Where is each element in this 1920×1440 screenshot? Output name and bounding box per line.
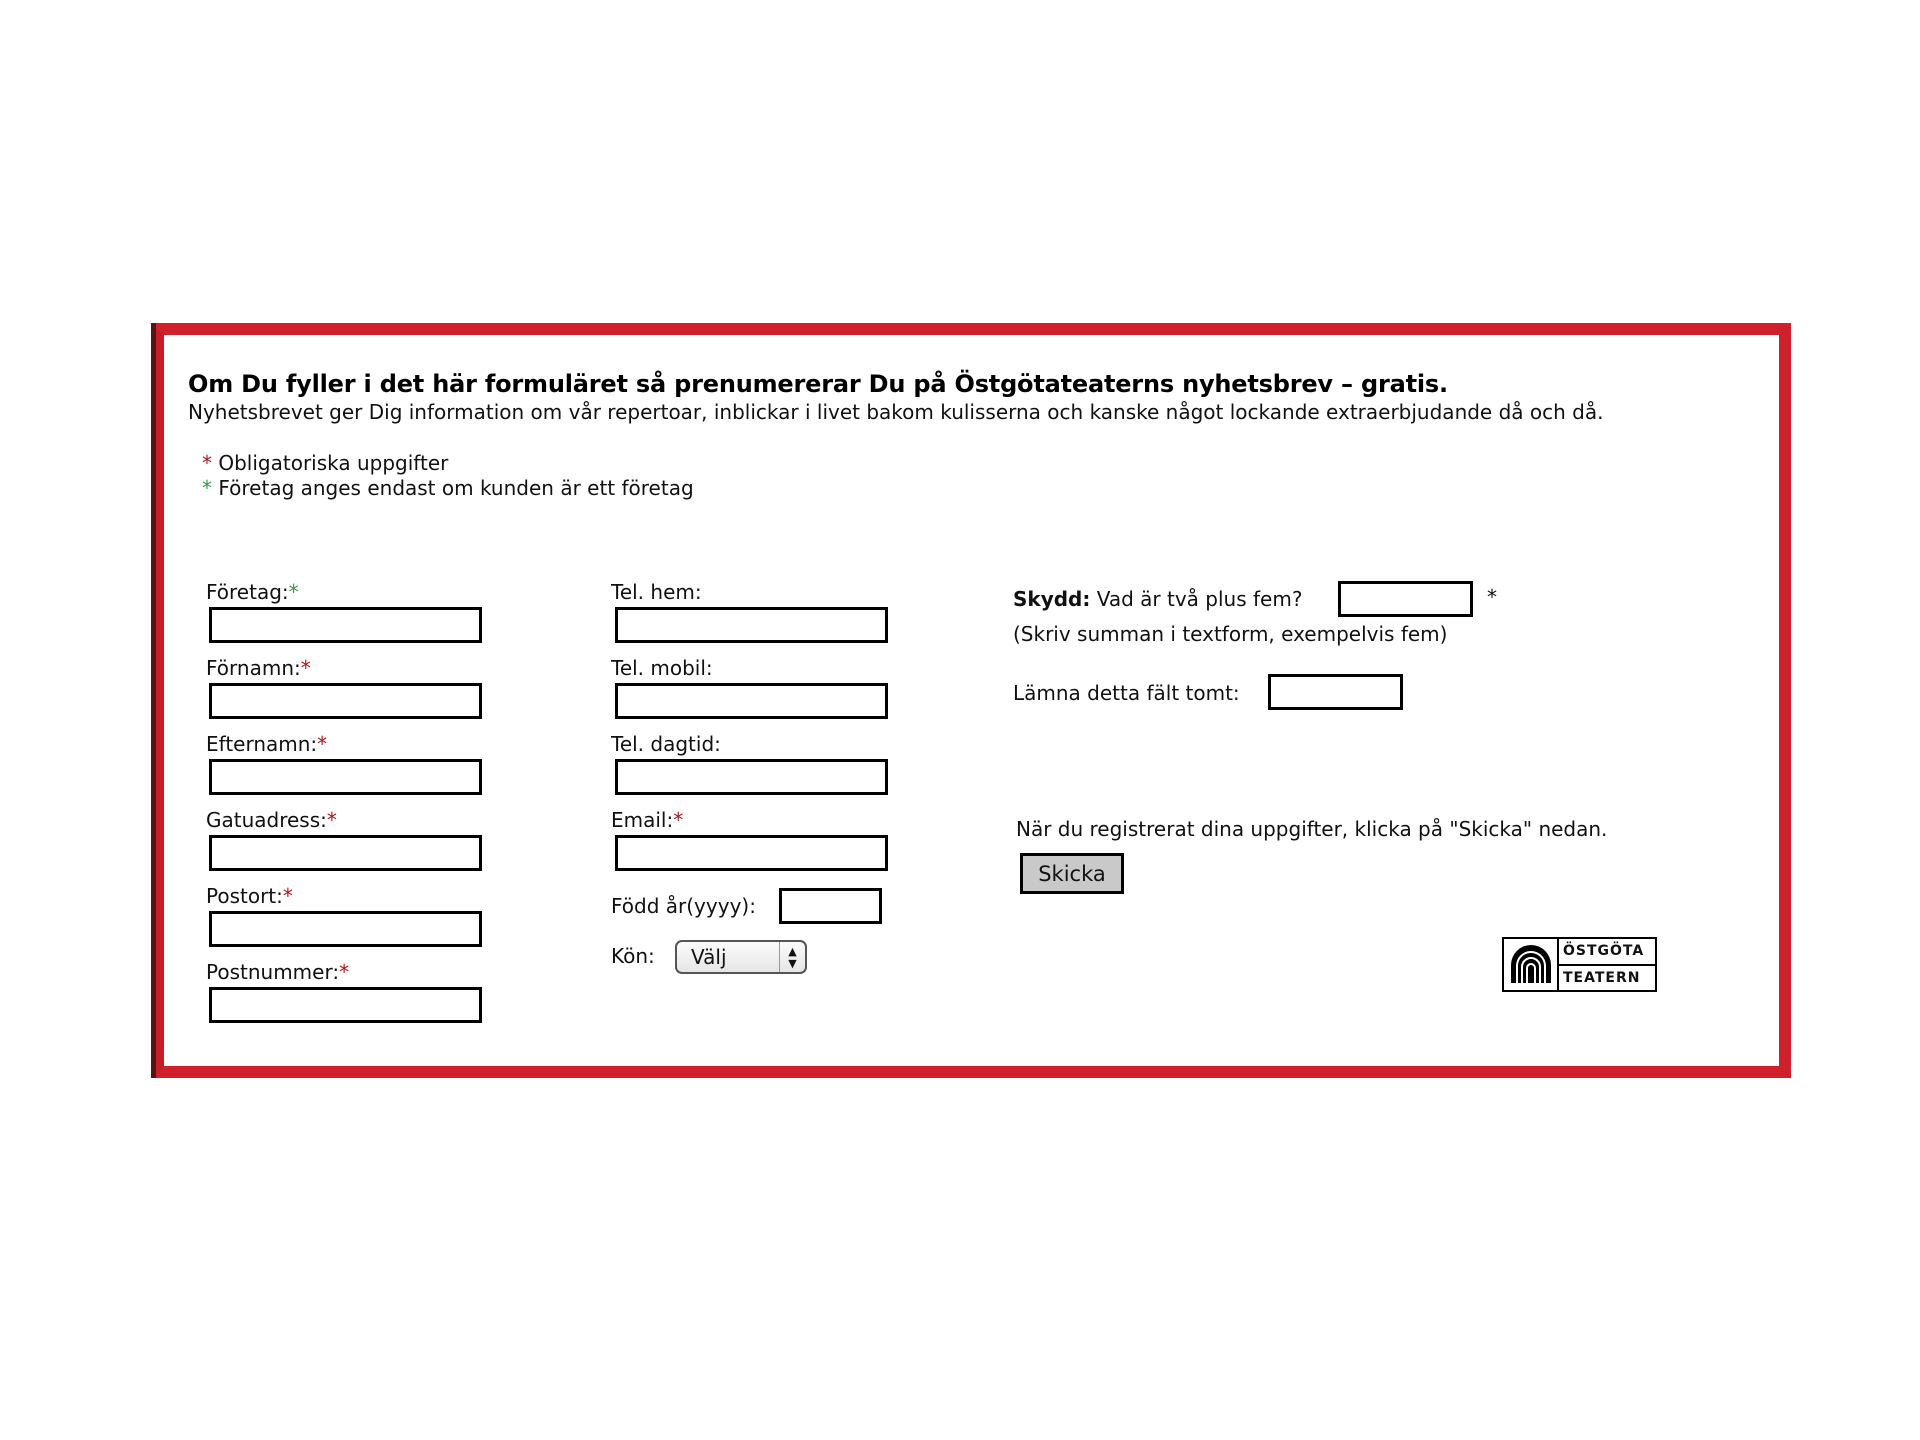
last-name-label-text: Efternamn: [206, 732, 318, 756]
birth-year-label: Född år(yyyy): [611, 894, 756, 918]
ostgota-teatern-logo [1502, 937, 1657, 992]
theatre-arch-icon [1504, 939, 1559, 990]
postal-code-label [206, 960, 349, 984]
select-arrows-icon: ▲ ▼ [779, 942, 805, 972]
postal-code-input[interactable] [209, 987, 482, 1023]
captcha-question [1013, 587, 1302, 611]
first-name-input[interactable] [209, 683, 482, 719]
postal-code-label-text: Postnummer: [206, 960, 340, 984]
form-description: Nyhetsbrevet ger Dig information om vår repertoar, inblickar i livet bakom kulisserna och kanske något lockande extraerbjudande då och då. [188, 400, 1604, 424]
company-input[interactable] [209, 607, 482, 643]
home-phone-input[interactable] [615, 607, 888, 643]
logo-line-2: TEATERN [1559, 964, 1655, 991]
submit-instruction: När du registrerat dina uppgifter, klicka på "Skicka" nedan. [1016, 817, 1608, 841]
captcha-required-star: * [1487, 585, 1497, 609]
street-address-label-text: Gatuadress: [206, 808, 327, 832]
street-address-label [206, 808, 337, 832]
last-name-required-star: * [317, 732, 328, 756]
legend-company-text: Företag anges endast om kunden är ett företag [218, 476, 694, 500]
email-required-star: * [673, 808, 684, 832]
captcha-bold-label: Skydd: [1013, 587, 1091, 611]
last-name-input[interactable] [209, 759, 482, 795]
city-required-star: * [282, 884, 293, 908]
daytime-phone-input[interactable] [615, 759, 888, 795]
daytime-phone-label: Tel. dagtid: [611, 732, 721, 756]
gender-select-value: Välj [691, 945, 727, 969]
street-address-required-star: * [326, 808, 337, 832]
honeypot-label: Lämna detta fält tomt: [1013, 681, 1240, 705]
mobile-phone-input[interactable] [615, 683, 888, 719]
logo-line-1: ÖSTGÖTA [1563, 943, 1645, 959]
first-name-label-text: Förnamn: [206, 656, 301, 680]
honeypot-input[interactable] [1268, 674, 1403, 710]
gender-label: Kön: [611, 944, 655, 968]
email-label-text: Email: [611, 808, 674, 832]
legend-required-text: Obligatoriska uppgifter [218, 451, 449, 475]
street-address-input[interactable] [209, 835, 482, 871]
email-label [611, 808, 683, 832]
email-input[interactable] [615, 835, 888, 871]
required-star: * [202, 451, 212, 475]
form-headline: Om Du fyller i det här formuläret så prenumererar Du på Östgötateaterns nyhetsbrev – gratis. [188, 370, 1448, 398]
captcha-input[interactable] [1338, 581, 1473, 617]
legend-required [202, 451, 448, 475]
postal-code-required-star: * [339, 960, 350, 984]
company-star: * [202, 476, 212, 500]
company-label [206, 580, 299, 604]
first-name-required-star: * [300, 656, 311, 680]
city-input[interactable] [209, 911, 482, 947]
city-label [206, 884, 293, 908]
company-label-text: Företag: [206, 580, 289, 604]
submit-button[interactable]: Skicka [1020, 853, 1124, 894]
captcha-question-text: Vad är två plus fem? [1096, 587, 1303, 611]
mobile-phone-label: Tel. mobil: [611, 656, 713, 680]
logo-wordmark [1559, 939, 1655, 990]
home-phone-label: Tel. hem: [611, 580, 702, 604]
city-label-text: Postort: [206, 884, 283, 908]
company-required-star: * [288, 580, 299, 604]
last-name-label [206, 732, 327, 756]
first-name-label [206, 656, 311, 680]
birth-year-input[interactable] [779, 888, 882, 924]
gender-select[interactable] [675, 940, 807, 974]
captcha-hint: (Skriv summan i textform, exempelvis fem) [1013, 622, 1448, 646]
legend-company [202, 476, 694, 500]
